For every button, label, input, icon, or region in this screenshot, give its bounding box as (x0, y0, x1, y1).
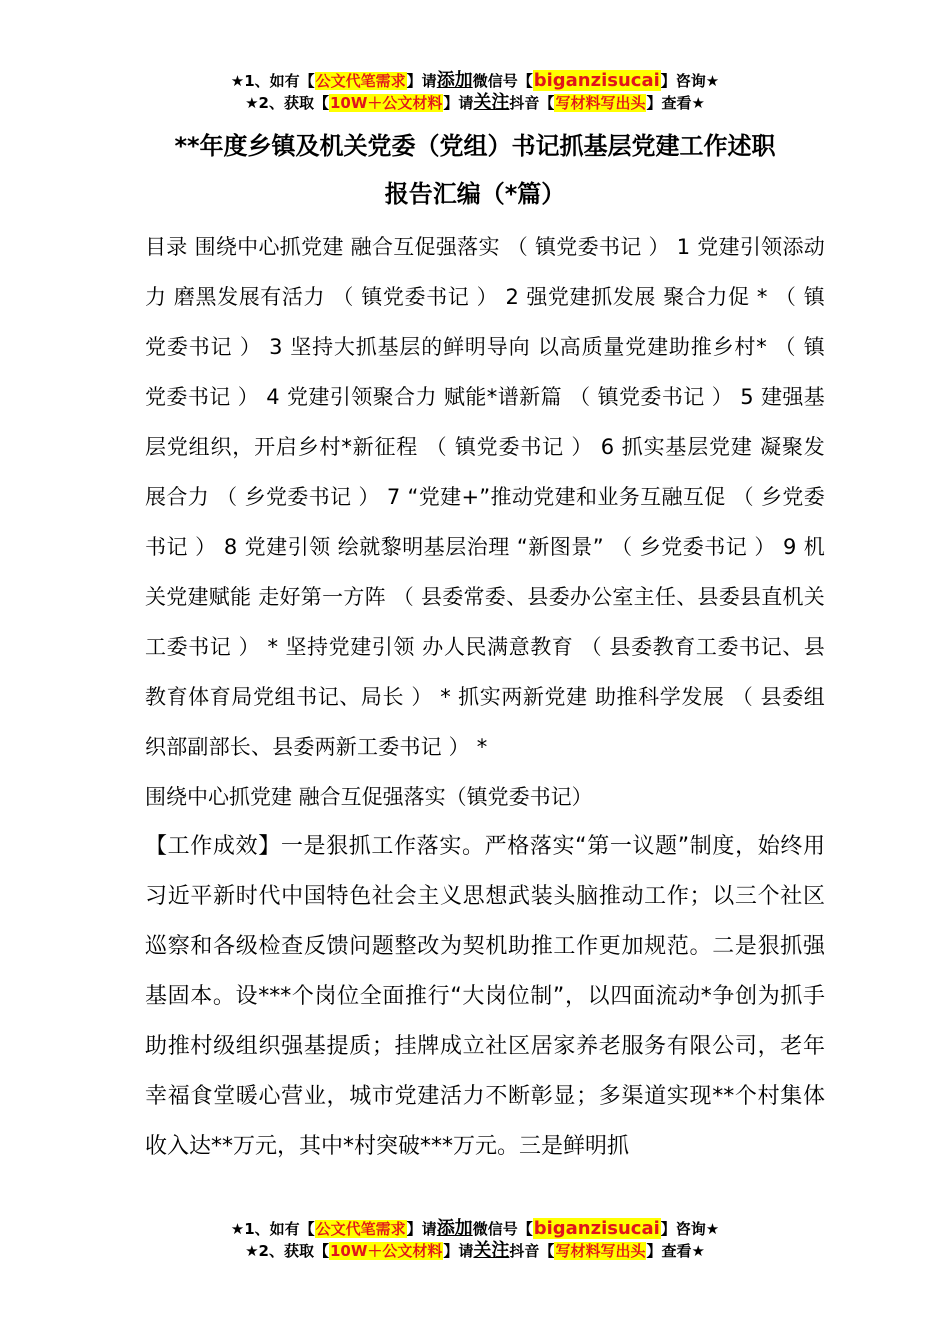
banner-text: ★2、获取【 (245, 1242, 329, 1260)
table-of-contents: 目录 围绕中心抓党建 融合互促强落实 （ 镇党委书记 ） 1 党建引领添动力 磨黑发展有活力 （ 镇党委书记 ） 2 强党建抓发展 聚合力促 * （ 镇党委书记 ） 3 坚持大抓基层的鲜明导向 以高质量党建助推乡村* （ 镇党委书记 ） 4 党建引领聚合力 赋能*谱新篇 （ 镇党委书记 ） 5 建强基层党组织，开启乡村*新征程 （ 镇党委书记 ） 6 抓实基层党建 凝聚发展合力 （ 乡党委书记 ） 7 “党建+”推动党建和业务互融互促 （ 乡党委书记 ） 8 党建引领 绘就黎明基层治理 “新图景” （ 乡党委书记 ） 9 机关党建赋能 走好第一方阵 （ 县委常委、县委办公室主任、县委县直机关工委书记 ） * 坚持党建引领 办人民满意教育 （ 县委教育工委书记、县教育体育局党组书记、局长 ） * 抓实两新党建 助推科学发展 （ 县委组织部副部长、县委两新工委书记 ） * (145, 235, 825, 759)
body-paragraph: 【工作成效】一是狠抓工作落实。严格落实“第一议题”制度，始终用习近平新时代中国特色社会主义思想武装头脑推动工作；以三个社区巡察和各级检查反馈问题整改为契机助推工作更加规范。二是狠抓强基固本。设***个岗位全面推行“大岗位制”，以四面流动*争创为抓手助推村级组织强基提质；挂牌成立社区居家养老服务有限公司，老年幸福食堂暖心营业，城市党建活力不断彰显；多渠道实现**个村集体收入达**万元，其中*村突破***万元。三是鲜明抓 (145, 834, 825, 1159)
banner-line-2 (0, 92, 950, 114)
wechat-id: biganzisucai (533, 70, 660, 91)
banner-text: 】查看★ (646, 94, 705, 112)
banner-line-1 (0, 1218, 950, 1240)
banner-text: ★1、如有【 (230, 72, 315, 90)
banner-text: 微信号【 (472, 72, 533, 90)
underlined-text: 添加 (436, 70, 473, 91)
banner-line-1 (0, 70, 950, 92)
highlight-text: 公文代笔需求 (315, 1220, 406, 1238)
footer-banner (0, 1218, 950, 1262)
banner-text: 】咨询★ (660, 1220, 720, 1238)
document-title (100, 122, 850, 218)
banner-text: 】请 (406, 1220, 437, 1238)
douyin-id: 写材料写出头 (555, 1242, 646, 1260)
banner-text: 】查看★ (646, 1242, 705, 1260)
banner-text: 微信号【 (472, 1220, 533, 1238)
underlined-text: 关注 (473, 92, 510, 113)
banner-text: ★2、获取【 (245, 94, 329, 112)
underlined-text: 添加 (436, 1218, 473, 1239)
header-banner (0, 70, 950, 114)
highlight-text: 10W＋公文材料 (329, 94, 443, 112)
title-line-1: **年度乡镇及机关党委（党组）书记抓基层党建工作述职 (174, 132, 776, 160)
banner-text: 抖音【 (509, 1242, 555, 1260)
banner-line-2 (0, 1240, 950, 1262)
title-line-2: 报告汇编（*篇） (384, 180, 566, 208)
highlight-text: 10W＋公文材料 (329, 1242, 443, 1260)
highlight-text: 公文代笔需求 (315, 72, 406, 90)
banner-text: 】请 (443, 94, 474, 112)
wechat-id: biganzisucai (533, 1218, 660, 1239)
banner-text: 抖音【 (509, 94, 555, 112)
banner-text: ★1、如有【 (230, 1220, 315, 1238)
banner-text: 】请 (443, 1242, 474, 1260)
document-body (145, 222, 825, 1172)
douyin-id: 写材料写出头 (555, 94, 646, 112)
banner-text: 】咨询★ (660, 72, 720, 90)
section-heading: 围绕中心抓党建 融合互促强落实（镇党委书记） (145, 785, 593, 809)
underlined-text: 关注 (473, 1240, 510, 1261)
banner-text: 】请 (406, 72, 437, 90)
